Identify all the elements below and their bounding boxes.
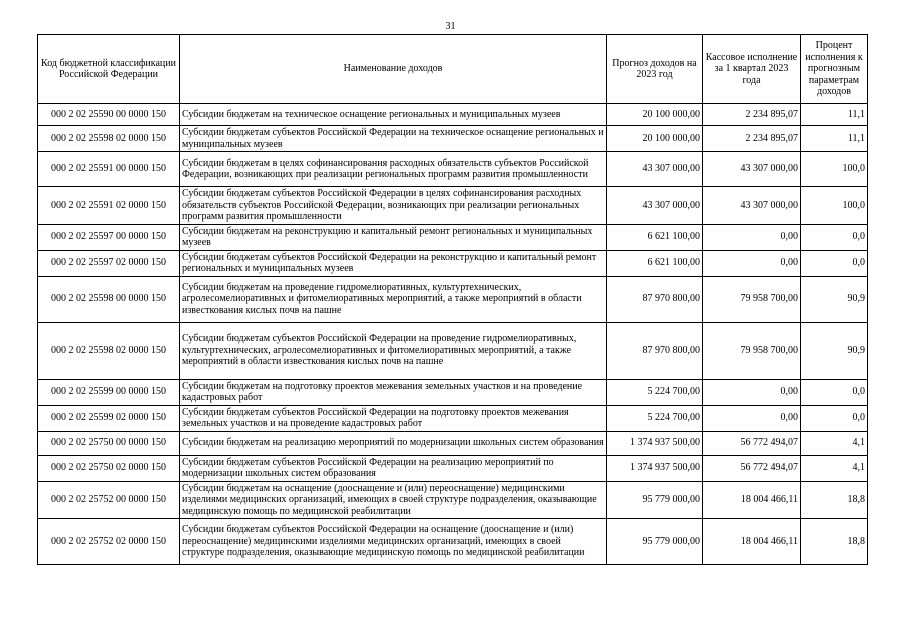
row-executed: 2 234 895,07 (703, 104, 801, 126)
table-row (38, 126, 868, 152)
row-forecast: 43 307 000,00 (607, 152, 703, 187)
row-name: Субсидии бюджетам на реализацию мероприятий по модернизации школьных систем образования (180, 431, 607, 455)
table-row (38, 187, 868, 225)
page-number: 31 (445, 21, 456, 32)
header-forecast: Прогноз доходов на 2023 год (607, 35, 703, 104)
row-name: Субсидии бюджетам субъектов Российской Федерации на оснащение (дооснащение и (или) переоснащение) медицинскими изделиями медицинских организаций, имеющих в своей структуре подразделения, оказывающие медицинскую помощь по медицинской реабилитации (180, 519, 607, 565)
row-code: 000 2 02 25590 00 0000 150 (38, 104, 180, 126)
revenue-table (37, 34, 868, 565)
header-percent: Процент исполнения к прогнозным параметрам доходов (801, 35, 868, 104)
row-executed: 18 004 466,11 (703, 519, 801, 565)
table-row (38, 379, 868, 405)
table-row (38, 104, 868, 126)
row-code: 000 2 02 25591 02 0000 150 (38, 187, 180, 225)
header-name: Наименование доходов (180, 35, 607, 104)
row-name: Субсидии бюджетам субъектов Российской Федерации в целях софинансирования расходных обязательств субъектов Российской Федерации, возникающих при реализации региональных программ развития промышленности (180, 187, 607, 225)
table-row (38, 276, 868, 322)
row-executed: 43 307 000,00 (703, 152, 801, 187)
row-forecast: 6 621 100,00 (607, 224, 703, 250)
row-percent: 4,1 (801, 431, 868, 455)
table-header-row (38, 35, 868, 104)
row-percent: 90,9 (801, 322, 868, 379)
row-name: Субсидии бюджетам в целях софинансирования расходных обязательств субъектов Российской Федерации, возникающих при реализации региональных программ развития промышленности (180, 152, 607, 187)
row-percent: 4,1 (801, 455, 868, 481)
row-percent: 11,1 (801, 126, 868, 152)
row-name: Субсидии бюджетам субъектов Российской Федерации на техническое оснащение региональных и муниципальных музеев (180, 126, 607, 152)
row-executed: 0,00 (703, 405, 801, 431)
row-code: 000 2 02 25598 02 0000 150 (38, 126, 180, 152)
row-forecast: 20 100 000,00 (607, 104, 703, 126)
table-row (38, 224, 868, 250)
header-executed: Кассовое исполнение за 1 квартал 2023 года (703, 35, 801, 104)
row-executed: 79 958 700,00 (703, 322, 801, 379)
row-executed: 79 958 700,00 (703, 276, 801, 322)
row-percent: 0,0 (801, 224, 868, 250)
row-executed: 0,00 (703, 250, 801, 276)
table-row (38, 405, 868, 431)
row-code: 000 2 02 25598 02 0000 150 (38, 322, 180, 379)
table-row (38, 250, 868, 276)
row-code: 000 2 02 25599 00 0000 150 (38, 379, 180, 405)
row-code: 000 2 02 25599 02 0000 150 (38, 405, 180, 431)
row-name: Субсидии бюджетам субъектов Российской Федерации на реконструкцию и капитальный ремонт региональных и муниципальных музеев (180, 250, 607, 276)
table-row (38, 152, 868, 187)
table-row (38, 519, 868, 565)
row-percent: 100,0 (801, 187, 868, 225)
row-forecast: 5 224 700,00 (607, 379, 703, 405)
row-code: 000 2 02 25750 02 0000 150 (38, 455, 180, 481)
row-forecast: 43 307 000,00 (607, 187, 703, 225)
row-name: Субсидии бюджетам на подготовку проектов межевания земельных участков и на проведение кадастровых работ (180, 379, 607, 405)
table-row (38, 481, 868, 519)
row-code: 000 2 02 25752 02 0000 150 (38, 519, 180, 565)
row-forecast: 95 779 000,00 (607, 519, 703, 565)
row-forecast: 87 970 800,00 (607, 322, 703, 379)
row-name: Субсидии бюджетам субъектов Российской Федерации на реализацию мероприятий по модернизации школьных систем образования (180, 455, 607, 481)
row-percent: 0,0 (801, 405, 868, 431)
row-forecast: 1 374 937 500,00 (607, 455, 703, 481)
row-percent: 18,8 (801, 481, 868, 519)
row-forecast: 20 100 000,00 (607, 126, 703, 152)
row-code: 000 2 02 25752 00 0000 150 (38, 481, 180, 519)
row-name: Субсидии бюджетам субъектов Российской Федерации на подготовку проектов межевания земельных участков и на проведение кадастровых работ (180, 405, 607, 431)
row-name: Субсидии бюджетам на реконструкцию и капитальный ремонт региональных и муниципальных музеев (180, 224, 607, 250)
row-code: 000 2 02 25591 00 0000 150 (38, 152, 180, 187)
row-executed: 0,00 (703, 379, 801, 405)
row-forecast: 1 374 937 500,00 (607, 431, 703, 455)
row-code: 000 2 02 25598 00 0000 150 (38, 276, 180, 322)
row-forecast: 95 779 000,00 (607, 481, 703, 519)
row-code: 000 2 02 25597 02 0000 150 (38, 250, 180, 276)
table-row (38, 322, 868, 379)
row-name: Субсидии бюджетам на техническое оснащение региональных и муниципальных музеев (180, 104, 607, 126)
row-code: 000 2 02 25597 00 0000 150 (38, 224, 180, 250)
row-executed: 0,00 (703, 224, 801, 250)
row-executed: 18 004 466,11 (703, 481, 801, 519)
row-percent: 100,0 (801, 152, 868, 187)
row-forecast: 6 621 100,00 (607, 250, 703, 276)
row-executed: 56 772 494,07 (703, 431, 801, 455)
header-code: Код бюджетной классификации Российской Федерации (38, 35, 180, 104)
row-code: 000 2 02 25750 00 0000 150 (38, 431, 180, 455)
row-percent: 0,0 (801, 250, 868, 276)
row-name: Субсидии бюджетам на проведение гидромелиоративных, культуртехнических, агролесомелиоративных и фитомелиоративных мероприятий, а также мероприятий в области известкования кислых почв на пашне (180, 276, 607, 322)
row-executed: 43 307 000,00 (703, 187, 801, 225)
table-row (38, 455, 868, 481)
row-forecast: 5 224 700,00 (607, 405, 703, 431)
row-percent: 0,0 (801, 379, 868, 405)
row-executed: 56 772 494,07 (703, 455, 801, 481)
row-percent: 18,8 (801, 519, 868, 565)
row-name: Субсидии бюджетам субъектов Российской Федерации на проведение гидромелиоративных, культуртехнических, агролесомелиоративных и фитомелиоративных мероприятий, а также мероприятий в области известкования кислых почв на пашне (180, 322, 607, 379)
row-percent: 90,9 (801, 276, 868, 322)
row-percent: 11,1 (801, 104, 868, 126)
table-row (38, 431, 868, 455)
row-name: Субсидии бюджетам на оснащение (дооснащение и (или) переоснащение) медицинскими изделиями медицинских организаций, имеющих в своей структуре подразделения, оказывающие медицинскую помощь по медицинской реабилитации (180, 481, 607, 519)
row-forecast: 87 970 800,00 (607, 276, 703, 322)
row-executed: 2 234 895,07 (703, 126, 801, 152)
